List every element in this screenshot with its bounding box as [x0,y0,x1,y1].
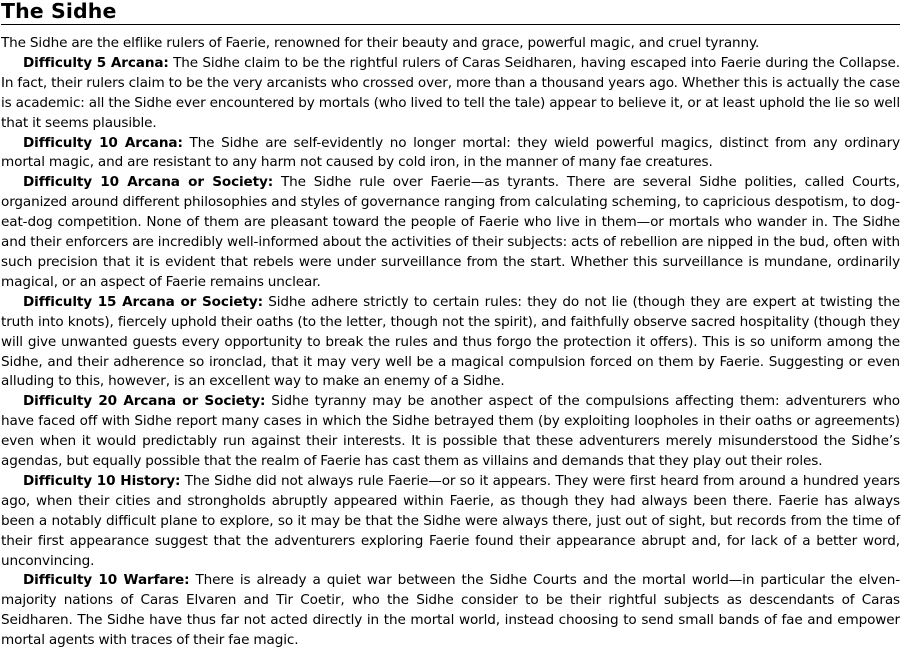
entry-text: There is already a quiet war between the Sidhe Courts and the mortal world—in particular the elven-majority nations of Caras Elvaren and Tir Coetir, who the Sidhe consider to be their rightful subjects as descendants of Caras Seidharen. The Sidhe have thus far not acted directly in the mortal world, instead choosing to send small bands of fae and empower mortal agents with traces of their fae magic. [1,572,900,649]
entry-text: The Sidhe did not always rule Faerie—or so it appears. They were first heard from around a hundred years ago, when their cities and strongholds abruptly appeared within Faerie, as though they had always been there. Faerie has always been a notably difficult plane to explore, so it may be that the Sidhe were always there, just out of sight, but records from the time of their first appearance suggest that the adventurers exploring Faerie found their appearance abrupt and, for lack of a better word, unconvincing. [1,472,900,569]
entry-difficulty-10-warfare [1,571,900,651]
entry-lead: Difficulty 10 Arcana: [23,134,183,151]
entry-text: Sidhe tyranny may be another aspect of the compulsions affecting them: adventurers who have faced off with Sidhe report many cases in which the Sidhe betrayed them (by exploiting loopholes in their oaths or agreements) even when it would predictably run against their interests. It is possible that these adventurers merely misunderstood the Sidhe’s agendas, but equally possible that the realm of Faerie has cast them as villains and demands that they play out their roles. [1,393,901,470]
entry-difficulty-20-arcana-or-society [1,392,900,472]
entry-text: The Sidhe claim to be the rightful rulers of Caras Seidharen, having escaped into Faerie during the Collapse. In fact, their rulers claim to be the very arcanists who crossed over, more than a thousand years ago. Whether this is actually the case is academic: all the Sidhe ever encountered by mortals (who lived to tell the tale) appear to believe it, or at least uphold the lie so well that it seems plausible. [1,54,900,131]
entry-text: Sidhe adhere strictly to certain rules: they do not lie (though they are expert at twisting the truth into knots), fiercely uphold their oaths (to the letter, though not the spirit), and faithfully observe sacred hospitality (though they will give unwanted guests every opportunity to break the rules and thus forgo the protection it offers). This is so uniform among the Sidhe, and their adherence so ironclad, that it may very well be a magical compulsion forced on them by Faerie. Suggesting or even alluding to this, however, is an excellent way to make an enemy of a Sidhe. [1,293,900,390]
entry-text: The Sidhe rule over Faerie—as tyrants. There are several Sidhe polities, called Courts, organized around different philosophies and styles of governance ranging from calculating scheming, to capricious despotism, to dog-eat-dog competition. None of them are pleasant toward the people of Faerie who live in them—or mortals who wander in. The Sidhe and their enforcers are incredibly well-informed about the activities of their subjects: acts of rebellion are nipped in the bud, often with such precision that it is evident that rebels were under surveillance from the start. Whether this surveillance is mundane, ordinarily magical, or an aspect of Faerie remains unclear. [1,174,901,290]
document-body [1,34,900,651]
entry-difficulty-10-arcana-or-society [1,173,900,292]
page-title: The Sidhe [1,0,900,25]
intro-paragraph: The Sidhe are the elflike rulers of Faerie, renowned for their beauty and grace, powerful magic, and cruel tyranny. [1,35,760,51]
entry-difficulty-10-arcana [1,134,900,174]
entry-difficulty-15-arcana-or-society [1,293,900,393]
entry-text: The Sidhe are self-evidently no longer mortal: they wield powerful magics, distinct from any ordinary mortal magic, and are resistant to any harm not caused by cold iron, in the manner of many fae creatures. [1,134,901,171]
entry-lead: Difficulty 20 Arcana or Society: [23,393,266,410]
entry-difficulty-10-history [1,472,900,572]
entry-lead: Difficulty 10 History: [23,472,181,489]
entry-lead: Difficulty 15 Arcana or Society: [23,293,263,310]
entry-lead: Difficulty 10 Warfare: [23,572,190,589]
entry-difficulty-5-arcana [1,54,900,134]
entry-lead: Difficulty 5 Arcana: [23,54,169,71]
entry-lead: Difficulty 10 Arcana or Society: [23,174,274,191]
